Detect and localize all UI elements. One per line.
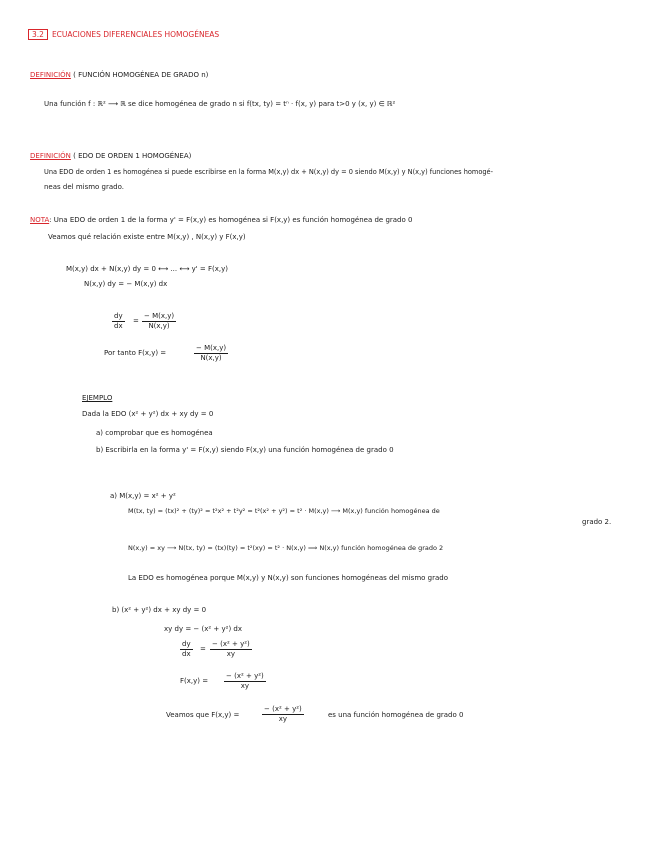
b-dy-dx-fraction: $\frac{dy}{dx}$ [182,640,191,658]
definition-note: ( FUNCIÓN HOMOGÉNEA DE GRADO n) [73,71,209,79]
solution-b-line-1: b) (x² + y²) dx + xy dy = 0 [112,606,207,614]
solution-a-line-1: a) M(x,y) = x² + y² [110,492,176,500]
equals-sign: = [133,317,139,325]
definition-2-heading [30,151,191,161]
por-tanto-label: Por tanto F(x,y) = [104,349,167,357]
ejemplo-intro: Dada la EDO (x² + y²) dx + xy dy = 0 [82,410,214,418]
b-veamos-conclusion: es una función homogénea de grado 0 [328,711,464,719]
b-f-label: F(x,y) = [180,677,209,685]
nota-equation-1: M(x,y) dx + N(x,y) dy = 0 ⟷ ... ⟷ y' = F(x,y) [66,265,228,273]
solution-a-line-4: La EDO es homogénea porque M(x,y) y N(x,y) son funciones homogéneas del mismo grado [128,574,448,582]
solution-a-line-3: N(x,y) = xy ⟶ N(tx, ty) = (tx)(ty) = t²(xy) = t² · N(x,y) ⟹ N(x,y) función homogénea de grado 2 [128,544,444,552]
nota-text: : Una EDO de orden 1 de la forma y' = F(x,y) es homogénea si F(x,y) es función homogénea de grado 0 [49,216,413,224]
solution-a-line-2: M(tx, ty) = (tx)² + (ty)² = t²x² + t²y² = t²(x² + y²) = t² · M(x,y) ⟶ M(x,y) función homogénea de [128,507,440,515]
ejemplo-item-a: a) comprobar que es homogénea [96,429,213,437]
definition-note: ( EDO DE ORDEN 1 HOMOGÉNEA) [73,152,192,160]
definition-2-line-2: neas del mismo grado. [44,183,125,191]
section-header [28,30,219,40]
ejemplo-heading: EJEMPLO [82,394,113,402]
b-veamos-label: Veamos que F(x,y) = [166,711,240,719]
definition-label: DEFINICIÓN [30,152,71,160]
minus-m-over-n-fraction: $\frac{- M(x,y)}{N(x,y)}$ [144,312,175,330]
f-fraction: $\frac{- M(x,y)}{N(x,y)}$ [196,344,227,362]
definition-label: DEFINICIÓN [30,71,71,79]
definition-2-line-1: Una EDO de orden 1 es homogénea si puede escribirse en la forma M(x,y) dx + N(x,y) dy = 0 siendo M(x,y) y N(x,y) funciones homogé- [44,168,493,176]
definition-1-heading [30,70,208,80]
b-rhs-fraction: $\frac{\text{− (x² + y²)}}{xy}$ [212,640,250,658]
nota-equation-2: N(x,y) dy = − M(x,y) dx [84,280,168,288]
definition-1-text: Una función f : ℝ² ⟶ ℝ se dice homogénea de grado n si f(tx, ty) = tⁿ · f(x, y) para t>0 y (x, y) ∈ ℝ² [44,100,396,108]
solution-b-line-2: xy dy = − (x² + y²) dx [164,625,242,633]
dy-dx-fraction: $\frac{dy}{dx}$ [114,312,123,330]
equals-sign: = [200,645,206,653]
nota-line-1 [30,215,412,225]
solution-a-line-2b: grado 2. [582,518,612,526]
section-number: 3.2 [28,29,48,40]
b-veamos-fraction: $\frac{\text{− (x² + y²)}}{xy}$ [264,705,302,723]
ejemplo-item-b: b) Escribirla en la forma y' = F(x,y) siendo F(x,y) una función homogénea de grado 0 [96,446,394,454]
section-title: ECUACIONES DIFERENCIALES HOMOGÉNEAS [51,30,220,39]
nota-label: NOTA [30,216,50,224]
nota-line-2: Veamos qué relación existe entre M(x,y) , N(x,y) y F(x,y) [48,233,246,241]
b-f-fraction: $\frac{\text{− (x² + y²)}}{xy}$ [226,672,264,690]
